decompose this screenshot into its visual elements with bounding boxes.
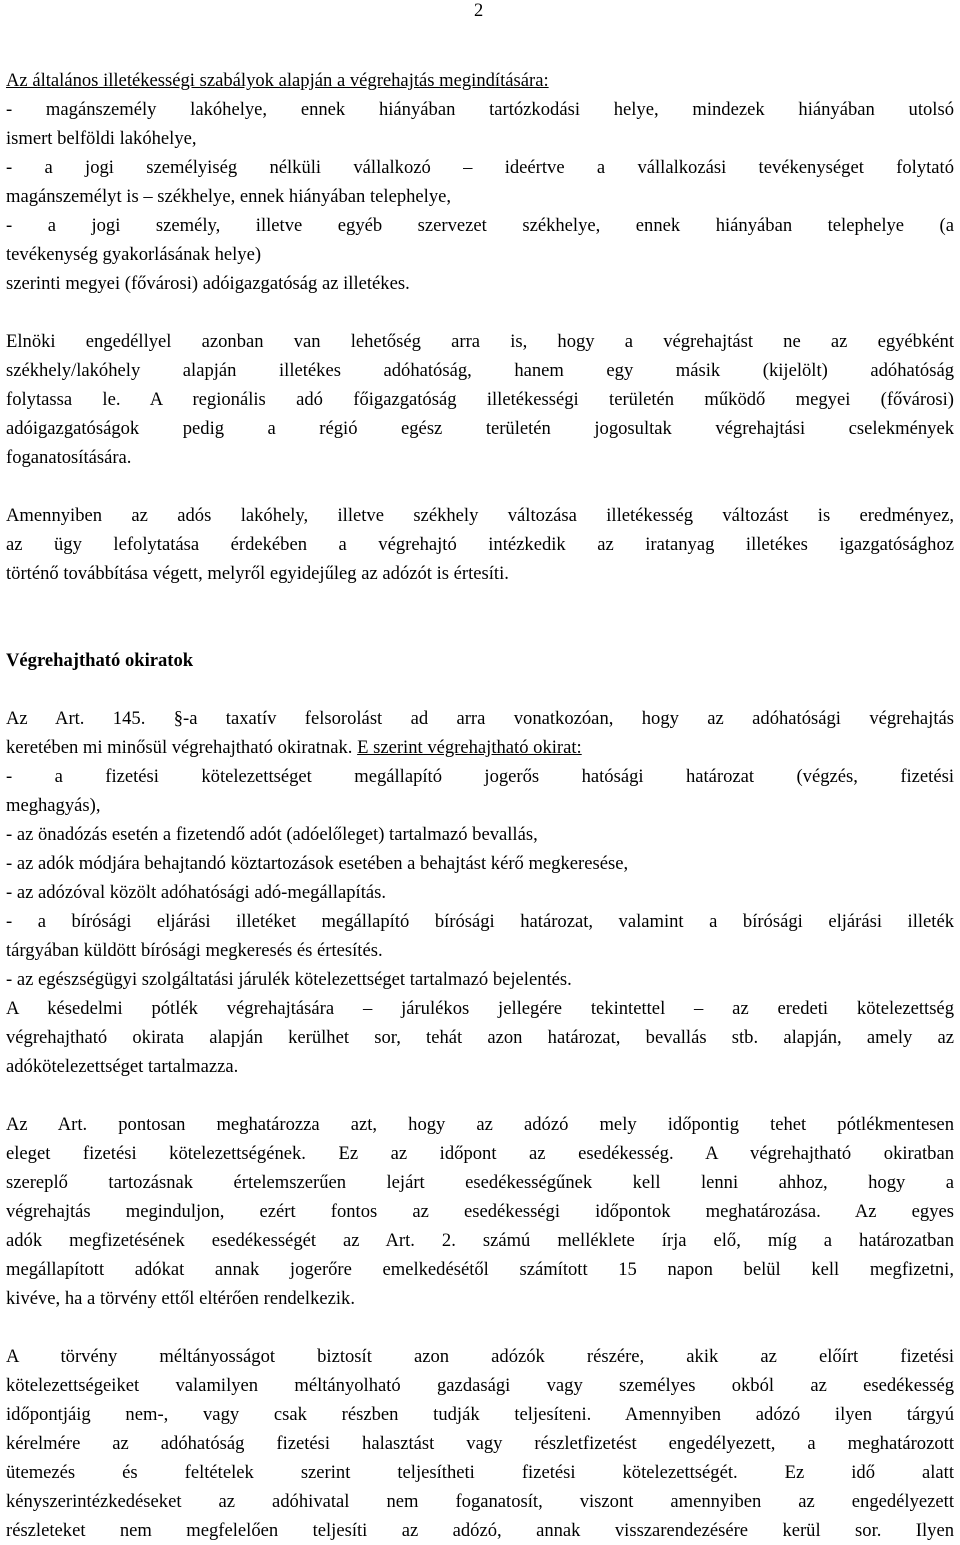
text-line: A törvény méltányosságot biztosít azon adózók részére, akik az előírt fizetési (6, 1346, 954, 1367)
text-line: - az adózóval közölt adóhatósági adó-megállapítás. (6, 882, 386, 903)
page-number: 2 (474, 1, 484, 21)
paragraph-jurisdiction (6, 66, 954, 298)
text-line: A késedelmi pótlék végrehajtására – járulékos jellegére tekintettel – az eredeti kötelezettség (6, 998, 954, 1019)
text-line: - a bírósági eljárási illetéket megállapító bírósági határozat, valamint a bírósági eljárási illeték (6, 911, 954, 932)
text-line: folytassa le. A regionális adó főigazgatóság illetékességi területén működő megyei (fővárosi) (6, 389, 954, 410)
paragraph-line: Az Art. 145. §-a taxatív felsorolást ad arra vonatkozóan, hogy az adóhatósági végrehajtás (6, 708, 954, 729)
text-line: meghagyás), (6, 795, 101, 816)
spacer (6, 588, 954, 646)
text-line: végrehajtható okirata alapján kerülhet sor, tehát azon határozat, bevallás stb. alapján, amely az (6, 1027, 954, 1048)
text-line: - magánszemély lakóhelye, ennek hiányában tartózkodási helye, mindezek hiányában utolsó (6, 99, 954, 120)
text-line: történő továbbítása végett, melyről egyidejűleg az adózót is értesíti. (6, 563, 509, 584)
line-text: keretében mi minősül végrehajtható okiratnak. (6, 737, 358, 758)
spacer (6, 1081, 954, 1110)
text-line: végrehajtás meginduljon, ezért fontos az esedékességi időpontok meghatározása. Az egyes (6, 1201, 954, 1222)
text-line: Elnöki engedéllyel azonban van lehetőség arra is, hogy a végrehajtást ne az egyébként (6, 331, 954, 352)
spacer (6, 675, 954, 704)
text-line: székhely/lakóhely alapján illetékes adóhatóság, hanem egy másik (kijelölt) adóhatóság (6, 360, 954, 381)
text-line: időpontjáig nem-, vagy csak részben tudják teljesíteni. Amennyiben adózó ilyen tárgyú (6, 1404, 954, 1425)
text-line: Amennyiben az adós lakóhely, illetve székhely változása illetékesség változást is eredményez, (6, 505, 954, 526)
list-enforceable-documents (6, 762, 954, 1081)
text-line: adókötelezettséget tartalmazza. (6, 1056, 239, 1077)
text-line: Az Art. pontosan meghatározza azt, hogy az adózó mely időpontig tehet pótlékmentesen (6, 1114, 954, 1135)
section-heading: Végrehajtható okiratok (6, 650, 194, 671)
text-line: szereplő tartozásnak értelemszerűen lejárt esedékességűnek kell lenni ahhoz, hogy a (6, 1172, 954, 1193)
text-line: az ügy lefolytatása érdekében a végrehajtó intézkedik az iratanyag illetékes igazgatósághoz (6, 534, 954, 555)
text-line: adók megfizetésének esedékességét az Art. 2. számú melléklete írja elő, míg a határozatban (6, 1230, 954, 1251)
spacer (6, 298, 954, 327)
text-line: eleget fizetési kötelezettségének. Ez az időpont az esedékesség. A végrehajtható okiratban (6, 1143, 954, 1164)
document-body (6, 66, 954, 1545)
spacer (6, 1313, 954, 1342)
text-line: kényszerintézkedéseket az adóhivatal nem foganatosít, viszont amennyiben az engedélyezett (6, 1491, 954, 1512)
text-line: Az általános illetékességi szabályok alapján a végrehajtás megindítására: (6, 70, 549, 91)
paragraph-presidential-permission (6, 327, 954, 472)
text-line: - a jogi személyiség nélküli vállalkozó – ideértve a vállalkozási tevékenységet folytató (6, 157, 954, 178)
text-line: kötelezettségeiket valamilyen méltányolható gazdasági vagy személyes okból az esedékesség (6, 1375, 954, 1396)
paragraph-relocation (6, 501, 954, 588)
text-line: magánszemélyt is – székhelye, ennek hiányában telephelye, (6, 186, 452, 207)
text-line: - az adók módjára behajtandó köztartozások esetében a behajtást kérő megkeresése, (6, 853, 629, 874)
text-line: részleteket nem megfelelően teljesíti az adózó, annak visszarendezésére kerül sor. Ilyen (6, 1520, 954, 1541)
text-line: - a fizetési kötelezettséget megállapító jogerős hatósági határozat (végzés, fizetési (6, 766, 954, 787)
text-line: - a jogi személy, illetve egyéb szervezet székhelye, ennek hiányában telephelye (a (6, 215, 954, 236)
text-line: kérelmére az adóhatóság fizetési halasztást vagy részletfizetést engedélyezett, a meghatározott (6, 1433, 954, 1454)
text-line: ütemezés és feltételek szerint teljesítheti fizetési kötelezettségét. Ez idő alatt (6, 1462, 954, 1483)
underlined-text: E szerint végrehajtható okirat: (357, 737, 582, 758)
text-line: tárgyában küldött bírósági megkeresés és értesítés. (6, 940, 383, 961)
text-line: ismert belföldi lakóhelye, (6, 128, 197, 149)
text-line: - az önadózás esetén a fizetendő adót (adóelőleget) tartalmazó bevallás, (6, 824, 538, 845)
text-line: - az egészségügyi szolgáltatási járulék kötelezettséget tartalmazó bejelentés. (6, 969, 572, 990)
text-line: foganatosítására. (6, 447, 132, 468)
text-line: szerinti megyei (fővárosi) adóigazgatóság az illetékes. (6, 273, 410, 294)
text-line: megállapított adókat annak jogerőre emelkedésétől számított 15 napon belül kell megfizetni, (6, 1259, 954, 1280)
paragraph-line (6, 733, 954, 762)
text-line: tevékenység gyakorlásának helye) (6, 244, 262, 265)
text-line: kivéve, ha a törvény ettől eltérően rendelkezik. (6, 1288, 355, 1309)
text-line: adóigazgatóságok pedig a régió egész területén jogosultak végrehajtási cselekmények (6, 418, 954, 439)
paragraph-due-date (6, 1110, 954, 1313)
spacer (6, 472, 954, 501)
paragraph-equity (6, 1342, 954, 1545)
